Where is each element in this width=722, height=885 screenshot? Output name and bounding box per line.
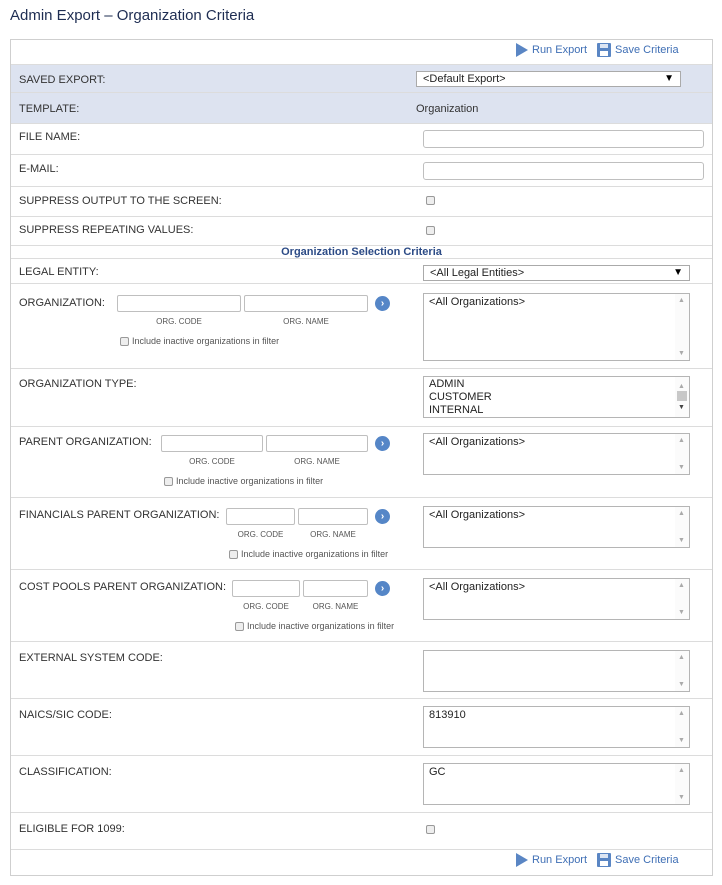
org-code-caption: ORG. CODE <box>237 530 284 539</box>
external-system-code-row <box>11 642 712 699</box>
scroll-thumb[interactable] <box>677 391 687 401</box>
file-name-label: FILE NAME: <box>19 131 81 143</box>
eligible-1099-checkbox[interactable] <box>426 825 435 834</box>
file-name-input[interactable] <box>423 130 704 148</box>
suppress-output-label: SUPPRESS OUTPUT TO THE SCREEN: <box>19 195 222 207</box>
organization-row <box>11 284 712 369</box>
scroll-down-icon[interactable]: ▼ <box>678 404 685 411</box>
save-criteria-label: Save Criteria <box>615 854 679 866</box>
list-item[interactable]: <All Organizations> <box>429 581 525 593</box>
email-row <box>11 155 712 187</box>
suppress-output-row <box>11 187 712 217</box>
cost-pools-include-inactive-label: Include inactive organizations in filter <box>247 621 395 631</box>
suppress-repeating-checkbox[interactable] <box>426 226 435 235</box>
naics-sic-listbox[interactable] <box>423 706 690 748</box>
organization-code-input[interactable] <box>117 295 241 312</box>
cost-pools-include-inactive-checkbox[interactable] <box>235 622 244 631</box>
org-code-caption: ORG. CODE <box>243 602 289 611</box>
template-value: Organization <box>416 103 479 115</box>
file-name-row <box>11 124 712 155</box>
financials-parent-listbox[interactable] <box>423 506 690 548</box>
cost-pools-parent-row <box>11 570 712 642</box>
org-name-caption: ORG. NAME <box>283 317 329 326</box>
organization-type-listbox[interactable] <box>423 376 690 418</box>
scrollbar[interactable] <box>675 294 689 360</box>
parent-organization-row <box>11 427 712 498</box>
saved-export-row <box>11 64 712 93</box>
financials-parent-row <box>11 498 712 570</box>
organization-search-button[interactable]: › <box>375 296 390 311</box>
external-system-code-listbox[interactable] <box>423 650 690 692</box>
scroll-up-icon[interactable]: ▲ <box>678 767 685 774</box>
page-title: Admin Export – Organization Criteria <box>10 7 255 24</box>
org-code-caption: ORG. CODE <box>156 317 202 326</box>
classification-label: CLASSIFICATION: <box>19 766 112 778</box>
financials-include-inactive-label: Include inactive organizations in filter <box>241 549 389 559</box>
list-item[interactable]: CUSTOMER <box>429 391 492 403</box>
floppy-disk-icon <box>597 853 611 867</box>
scroll-down-icon[interactable]: ▼ <box>678 737 685 744</box>
scrollbar[interactable] <box>675 579 689 619</box>
scroll-up-icon[interactable]: ▲ <box>678 437 685 444</box>
play-icon <box>516 43 528 57</box>
save-criteria-label: Save Criteria <box>615 44 679 56</box>
legal-entity-row <box>11 258 712 284</box>
organization-type-row <box>11 369 712 427</box>
organization-include-inactive-label: Include inactive organizations in filter <box>132 336 280 346</box>
email-input[interactable] <box>423 162 704 180</box>
eligible-1099-label: ELIGIBLE FOR 1099: <box>19 823 125 835</box>
scroll-down-icon[interactable]: ▼ <box>678 681 685 688</box>
cost-pools-parent-label: COST POOLS PARENT ORGANIZATION: <box>19 581 226 593</box>
template-row <box>11 93 712 124</box>
suppress-output-checkbox[interactable] <box>426 196 435 205</box>
naics-sic-label: NAICS/SIC CODE: <box>19 709 112 721</box>
financials-parent-search-button[interactable]: › <box>375 509 390 524</box>
dropdown-arrow-icon: ▼ <box>664 73 674 84</box>
scrollbar[interactable] <box>675 764 689 804</box>
section-title: Organization Selection Criteria <box>281 246 442 258</box>
external-system-code-label: EXTERNAL SYSTEM CODE: <box>19 652 163 664</box>
organization-include-inactive-checkbox[interactable] <box>120 337 129 346</box>
legal-entity-label: LEGAL ENTITY: <box>19 266 99 278</box>
parent-org-name-input[interactable] <box>266 435 368 452</box>
parent-include-inactive-checkbox[interactable] <box>164 477 173 486</box>
run-export-label: Run Export <box>532 854 588 866</box>
org-name-caption: ORG. NAME <box>312 602 359 611</box>
scroll-down-icon[interactable]: ▼ <box>678 794 685 801</box>
classification-listbox[interactable] <box>423 763 690 805</box>
saved-export-label: SAVED EXPORT: <box>19 74 106 86</box>
organization-label: ORGANIZATION: <box>19 297 105 309</box>
section-header-row <box>11 246 712 258</box>
financials-org-code-input[interactable] <box>226 508 295 525</box>
scrollbar[interactable] <box>675 707 689 747</box>
financials-org-name-input[interactable] <box>298 508 368 525</box>
scrollbar[interactable] <box>675 507 689 547</box>
bottom-actions <box>516 853 679 867</box>
cost-pools-org-name-input[interactable] <box>303 580 368 597</box>
template-label: TEMPLATE: <box>19 103 80 115</box>
org-name-caption: ORG. NAME <box>310 530 356 539</box>
top-actions <box>516 43 679 57</box>
scroll-down-icon[interactable]: ▼ <box>678 464 685 471</box>
scroll-up-icon[interactable]: ▲ <box>678 710 685 717</box>
dropdown-arrow-icon: ▼ <box>673 267 683 278</box>
play-icon <box>516 853 528 867</box>
suppress-repeating-label: SUPPRESS REPEATING VALUES: <box>19 224 194 236</box>
organization-name-input[interactable] <box>244 295 368 312</box>
saved-export-value: <Default Export> <box>423 73 506 85</box>
parent-organization-listbox[interactable] <box>423 433 690 475</box>
list-item[interactable]: GC <box>429 766 446 778</box>
cost-pools-parent-listbox[interactable] <box>423 578 690 620</box>
scroll-down-icon[interactable]: ▼ <box>678 350 685 357</box>
scroll-down-icon[interactable]: ▼ <box>678 537 685 544</box>
parent-organization-search-button[interactable]: › <box>375 436 390 451</box>
scroll-up-icon[interactable]: ▲ <box>678 582 685 589</box>
organization-listbox[interactable] <box>423 293 690 361</box>
parent-include-inactive-label: Include inactive organizations in filter <box>176 476 324 486</box>
run-export-button[interactable] <box>516 853 587 867</box>
list-item[interactable]: <All Organizations> <box>429 296 525 308</box>
eligible-1099-row <box>11 813 712 850</box>
scroll-up-icon[interactable]: ▲ <box>678 510 685 517</box>
scroll-down-icon[interactable]: ▼ <box>678 609 685 616</box>
org-code-caption: ORG. CODE <box>189 457 235 466</box>
scrollbar[interactable] <box>675 651 689 691</box>
parent-organization-label: PARENT ORGANIZATION: <box>19 436 152 448</box>
financials-parent-label: FINANCIALS PARENT ORGANIZATION: <box>19 509 220 521</box>
parent-org-code-input[interactable] <box>161 435 263 452</box>
save-criteria-button[interactable] <box>597 853 679 867</box>
scrollbar[interactable] <box>675 377 689 417</box>
cost-pools-parent-search-button[interactable]: › <box>375 581 390 596</box>
cost-pools-org-code-input[interactable] <box>232 580 300 597</box>
list-item[interactable]: <All Organizations> <box>429 436 525 448</box>
naics-sic-row <box>11 699 712 756</box>
financials-include-inactive-checkbox[interactable] <box>229 550 238 559</box>
saved-export-select[interactable] <box>416 71 681 87</box>
run-export-label: Run Export <box>532 44 588 56</box>
list-item[interactable]: <All Organizations> <box>429 509 525 521</box>
criteria-panel <box>10 39 713 876</box>
list-item[interactable]: 813910 <box>429 709 466 721</box>
scroll-up-icon[interactable]: ▲ <box>678 383 685 390</box>
scrollbar[interactable] <box>675 434 689 474</box>
legal-entity-select[interactable] <box>423 265 690 281</box>
list-item[interactable]: ADMIN <box>429 378 465 390</box>
classification-row <box>11 756 712 813</box>
suppress-repeating-row <box>11 217 712 246</box>
floppy-disk-icon <box>597 43 611 57</box>
org-name-caption: ORG. NAME <box>294 457 340 466</box>
organization-type-label: ORGANIZATION TYPE: <box>19 378 137 390</box>
email-label: E-MAIL: <box>19 163 59 175</box>
scroll-up-icon[interactable]: ▲ <box>678 654 685 661</box>
scroll-up-icon[interactable]: ▲ <box>678 297 685 304</box>
save-criteria-button[interactable] <box>597 43 679 57</box>
legal-entity-value: <All Legal Entities> <box>430 267 525 279</box>
run-export-button[interactable] <box>516 43 587 57</box>
list-item[interactable]: INTERNAL <box>429 404 484 416</box>
